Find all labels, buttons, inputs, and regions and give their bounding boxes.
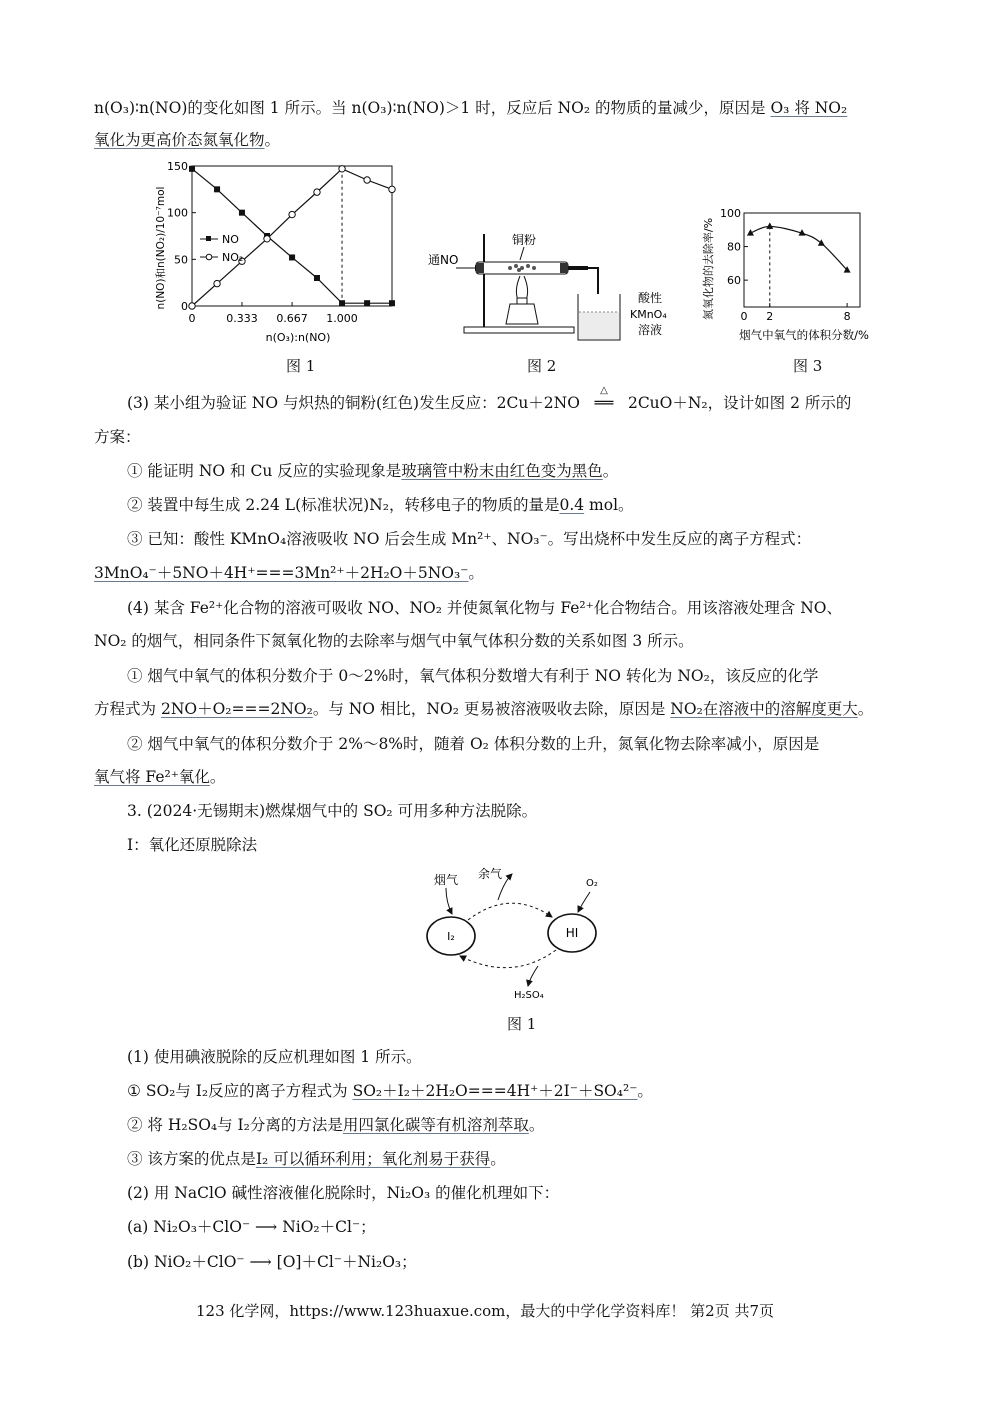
answer: 玻璃管中粉末由红色变为黑色 xyxy=(401,462,603,480)
fig1-xtick-label: 0 xyxy=(188,312,196,325)
h2so4-arrow xyxy=(528,966,538,986)
data-point xyxy=(389,186,395,192)
h2so4-label: H₂SO₄ xyxy=(514,990,544,1001)
fig2-caption: 图 2 xyxy=(527,357,557,375)
text: ③ 该方案的优点是 xyxy=(127,1150,256,1168)
data-point xyxy=(766,222,773,229)
answer-1-cont: 氧化为更高价态氮氧化物 xyxy=(94,131,265,149)
data-point xyxy=(314,275,320,281)
answer: 2NO＋O₂===2NO₂ xyxy=(160,700,313,718)
data-point xyxy=(389,300,395,306)
legend-no-marker xyxy=(206,236,211,241)
data-point xyxy=(339,166,345,172)
reaction-arrow: △ ══ xyxy=(580,392,628,414)
o2-label: O₂ xyxy=(586,878,598,889)
legend-no2: NO₂ xyxy=(222,251,244,264)
cycle-diagram xyxy=(412,862,612,1004)
fig1-ytick-label: 150 xyxy=(167,160,188,173)
stand-base xyxy=(464,327,574,333)
punct: 。 xyxy=(528,1116,545,1134)
q5-sub-2 xyxy=(127,1114,544,1136)
fig3-ylabel: 氮氧化物的去除率/% xyxy=(702,217,715,321)
fig3-xtick-label: 0 xyxy=(740,310,748,323)
fig3-axes xyxy=(744,213,860,307)
legend-no: NO xyxy=(222,233,239,246)
data-point xyxy=(214,280,220,286)
fig3-xlabel: 烟气中氧气的体积分数/% xyxy=(739,328,869,342)
top-arc xyxy=(468,903,552,920)
text: 2CuO＋N₂，设计如图 2 所示的 xyxy=(627,394,852,412)
fig3-ytick-label: 60 xyxy=(727,274,741,288)
intro-line-2 xyxy=(94,129,280,151)
hi-label: HI xyxy=(565,926,579,940)
text: ① SO₂与 I₂反应的离子方程式为 xyxy=(127,1082,348,1100)
heat-condition: △ xyxy=(600,385,608,396)
data-point xyxy=(189,166,195,172)
fig2-label-no: 通NO xyxy=(428,253,459,267)
q5-part-2: (2) 用 NaClO 碱性溶液催化脱除时，Ni₂O₃ 的催化机理如下： xyxy=(127,1184,560,1202)
punct: 。 xyxy=(602,462,619,480)
punct: 。 xyxy=(264,131,281,149)
q4-line-1: (4) 某含 Fe²⁺化合物的溶液可吸收 NO、NO₂ 并使氮氧化物与 Fe²⁺化合物结合。用该溶液处理含 NO、 xyxy=(127,599,842,617)
punct: 。 xyxy=(209,768,226,786)
data-point xyxy=(339,300,345,306)
q3-sub-2 xyxy=(127,494,634,516)
fig3-caption: 图 3 xyxy=(793,357,823,375)
fig2-label-kmno4: KMnO₄ xyxy=(630,308,667,321)
q3-sub-1 xyxy=(127,460,618,482)
answer: 用四氯化碳等有机溶剂萃取 xyxy=(342,1116,529,1134)
text: mol。 xyxy=(584,496,634,514)
mechanism-a: (a) Ni₂O₃＋ClO⁻ ⟶ NiO₂＋Cl⁻； xyxy=(127,1218,376,1236)
answer: NO₂在溶液中的溶解度更大 xyxy=(670,700,858,718)
punct: 。 xyxy=(637,1082,653,1100)
fig1-xtick-label: 0.333 xyxy=(226,312,258,325)
fig1-xtick-label: 0.667 xyxy=(276,312,308,325)
text: ① 能证明 NO 和 Cu 反应的实验现象是 xyxy=(127,462,402,480)
answer: 氧气将 Fe²⁺氧化 xyxy=(94,768,210,786)
data-point xyxy=(314,189,320,195)
page-footer: 123 化学网，https://www.123huaxue.com，最大的中学化学资料库！ 第2页 共7页 xyxy=(196,1302,775,1320)
fig3-ytick-label: 80 xyxy=(727,240,741,254)
figure-1-chart xyxy=(148,160,398,346)
q5-sub-1 xyxy=(127,1080,653,1102)
data-point xyxy=(289,211,295,217)
q3-line-1 xyxy=(127,385,852,414)
text: (3) 某小组为验证 NO 与炽热的铜粉(红色)发生反应：2Cu＋2NO xyxy=(127,394,580,412)
q4-sub-2: ② 烟气中氧气的体积分数介于 2%～8%时，随着 O₂ 体积分数的上升，氮氧化物去除率减小，原因是 xyxy=(127,735,820,753)
fig3-ytick-label: 100 xyxy=(720,207,741,220)
q5-part-1: (1) 使用碘液脱除的反应机理如图 1 所示。 xyxy=(127,1048,422,1066)
data-point xyxy=(289,254,295,260)
q3-sub-3: ③ 已知：酸性 KMnO₄溶液吸收 NO 后会生成 Mn²⁺、NO₃⁻。写出烧杯中发生反应的离子方程式： xyxy=(127,530,812,548)
fig1-xlabel: n(O₃):n(NO) xyxy=(265,331,331,344)
q5-sub-3 xyxy=(127,1148,506,1170)
data-point xyxy=(364,300,370,306)
q4-sub-1: ① 烟气中氧气的体积分数介于 0～2%时，氧气体积分数增大有利于 NO 转化为 NO₂，该反应的化学 xyxy=(127,667,819,685)
fig1-ytick-label: 0 xyxy=(181,300,188,313)
q5-heading: 3. (2024·无锡期末)燃煤烟气中的 SO₂ 可用多种方法脱除。 xyxy=(127,802,538,820)
fig2-label-acid: 酸性 xyxy=(638,291,663,305)
intro-line-1 xyxy=(94,97,847,119)
figure-2-apparatus xyxy=(420,232,675,344)
punct: 。 xyxy=(490,1150,506,1168)
o2-arrow xyxy=(578,892,590,912)
fig1-caption: 图 1 xyxy=(286,357,316,375)
data-point xyxy=(818,239,825,246)
mechanism-b: (b) NiO₂＋ClO⁻ ⟶ [O]＋Cl⁻＋Ni₂O₃； xyxy=(127,1253,417,1271)
punct: 。 xyxy=(857,700,874,718)
flame xyxy=(516,276,527,300)
data-point xyxy=(364,177,370,183)
figure-3-chart xyxy=(700,205,875,347)
yuqi-label: 余气 xyxy=(478,867,503,881)
scheme-caption: 图 1 xyxy=(507,1015,537,1033)
q4-line-2: NO₂ 的烟气，相同条件下氮氧化物的去除率与烟气中氧气体积分数的关系如图 3 所示。 xyxy=(94,632,694,650)
fig3-xtick-label: 2 xyxy=(766,310,774,323)
intro-text: n(O₃)∶n(NO)的变化如图 1 所示。当 n(O₃)∶n(NO)＞1 时，反应后 NO₂ 的物质的量减少，原因是 xyxy=(94,99,766,117)
answer: 0.4 xyxy=(559,496,585,514)
section-title: Ⅰ：氧化还原脱除法 xyxy=(127,836,258,854)
fig1-ylabel: n(NO)和n(NO₂)/10⁻⁷mol xyxy=(155,186,167,310)
answer: SO₂＋I₂＋2H₂O===4H⁺＋2I⁻＋SO₄²⁻ xyxy=(352,1082,638,1100)
q3-sub-3-answer xyxy=(94,562,484,584)
fig1-legend xyxy=(200,233,243,264)
text: 。与 NO 相比，NO₂ 更易被溶液吸收去除，原因是 xyxy=(312,700,666,718)
answer: I₂ 可以循环利用；氧化剂易于获得 xyxy=(255,1150,491,1168)
q3-line-2: 方案： xyxy=(94,428,141,446)
text: 方程式为 xyxy=(94,700,157,718)
fig1-ytick-label: 50 xyxy=(174,253,188,267)
alcohol-lamp xyxy=(506,304,538,324)
data-point xyxy=(239,210,245,216)
data-point xyxy=(214,186,220,192)
yanqi-arrow xyxy=(446,888,452,914)
fig1-xtick-label: 1.000 xyxy=(326,312,358,325)
q4-sub-2-cont xyxy=(94,766,225,788)
fig2-label-sol: 溶液 xyxy=(638,323,663,337)
bottom-arc xyxy=(460,950,556,968)
fig3-xtick-label: 8 xyxy=(843,310,851,323)
answer-1: O₃ 将 NO₂ xyxy=(770,99,848,117)
punct: 。 xyxy=(468,564,484,582)
text: ② 装置中每生成 2.24 L(标准状况)N₂，转移电子的物质的量是 xyxy=(127,496,560,514)
yanqi-label: 烟气 xyxy=(434,873,459,887)
fig2-label-cu: 铜粉 xyxy=(512,233,537,247)
text: ② 将 H₂SO₄与 I₂分离的方法是 xyxy=(127,1116,343,1134)
legend-no2-marker xyxy=(206,254,212,260)
i2-label: I₂ xyxy=(447,930,455,943)
fig3-curve xyxy=(750,226,847,270)
q4-sub-1-cont xyxy=(94,698,873,720)
data-point xyxy=(264,236,270,242)
answer: 3MnO₄⁻＋5NO＋4H⁺===3Mn²⁺＋2H₂O＋5NO₃⁻ xyxy=(94,564,469,582)
data-point xyxy=(189,303,195,309)
fig1-ytick-label: 100 xyxy=(167,206,188,220)
